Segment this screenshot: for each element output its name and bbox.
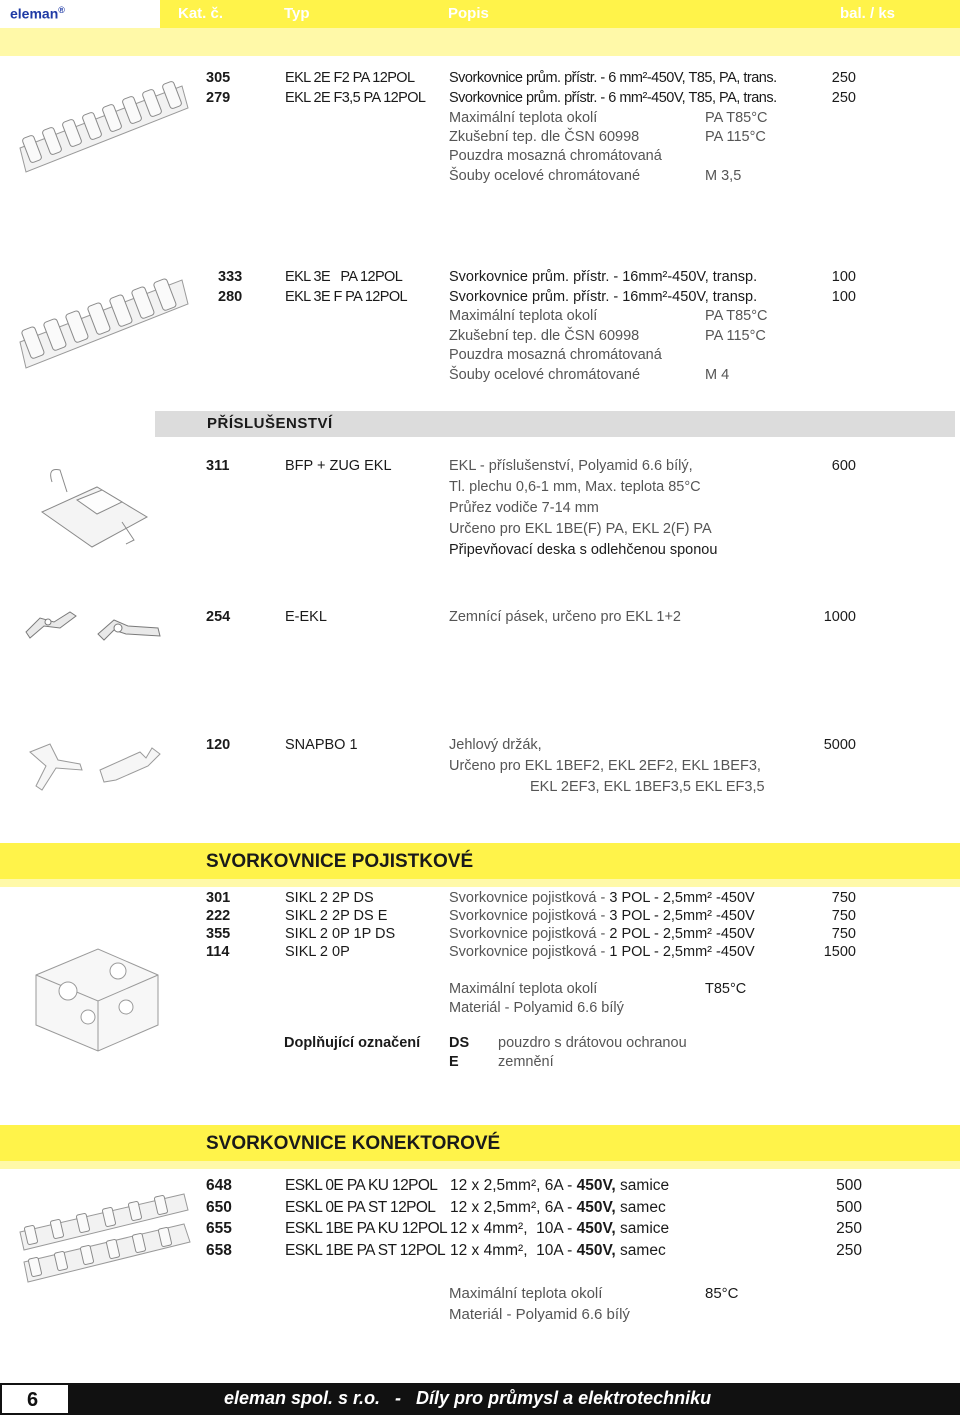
spec-label: Materiál - Polyamid 6.6 bílý [449,1306,630,1323]
product-num: 650 [206,1199,232,1216]
code: DS [449,1035,470,1051]
product-desc: Svorkovnice prům. přístr. - 6 mm²-450V, T85, PA, trans. [449,90,777,106]
spec-value: M 3,5 [705,168,742,184]
product-qty: 750 [831,908,856,924]
product-desc-line: Určeno pro EKL 1BEF2, EKL 2EF2, EKL 1BEF3, [449,758,761,774]
product-num: 311 [206,458,230,474]
section-strip [0,879,960,887]
product-num: 648 [206,1177,232,1194]
product-gender: samice [615,1220,670,1237]
footer-text: eleman spol. s r.o. - Díly pro průmysl a elektrotechniku [224,1388,712,1408]
product-desc-line: Určeno pro EKL 1BE(F) PA, EKL 2(F) PA [449,521,712,537]
product-desc: Svorkovnice pojistková - [449,890,610,906]
product-num: 254 [206,609,231,625]
product-gender: samec [615,1199,666,1216]
section-title-connector [0,1125,960,1161]
product-type: BFP + ZUG EKL [285,458,392,474]
product-num: 658 [206,1242,232,1259]
spec-label: Maximální teplota okolí [449,308,598,324]
product-desc: Svorkovnice pojistková - [449,944,610,960]
product-type: SIKL 2 2P DS [285,890,374,906]
spec-label: Maximální teplota okolí [449,110,598,126]
product-voltage: 450V, [576,1199,616,1216]
product-gender: samec [615,1242,666,1259]
product-pol: 3 POL - 2,5mm² -450V [609,908,755,924]
product-desc-line: EKL 2EF3, EKL 1BEF3,5 EKL EF3,5 [530,779,765,795]
spec-value: PA 115°C [705,328,766,344]
spec-label: Pouzdra mosazná chromátovaná [449,347,662,363]
col-header-type: Typ [284,5,310,22]
product-desc-line: Průřez vodiče 7-14 mm [449,500,599,516]
product-num: 301 [206,890,231,906]
product-type: EKL 2E F2 PA 12POL [285,70,415,86]
product-desc: EKL - příslušenství, Polyamid 6.6 bílý, [449,458,693,474]
product-type: E-EKL [285,609,327,625]
col-header-cat: Kat. č. [178,5,224,22]
product-desc: Svorkovnice prům. přístr. - 16mm²-450V, transp. [449,269,758,285]
product-qty: 250 [831,70,856,86]
product-type: EKL 3E F PA 12POL [285,289,407,305]
terminal-strip-image [12,262,192,382]
code: E [449,1054,459,1070]
product-desc: 12 x 2,5mm², 6A - [450,1177,577,1194]
needle-holder-image [20,730,180,810]
product-desc: Svorkovnice pojistková - [449,908,610,924]
section-strip [0,1161,960,1169]
product-type: EKL 2E F3,5 PA 12POL [285,90,426,106]
extra-label: Doplňující označení [284,1035,421,1051]
footer-bar [0,1383,960,1415]
spec-label: Maximální teplota okolí [449,1285,603,1302]
product-num: 120 [206,737,231,753]
product-type: SIKL 2 0P 1P DS [285,926,396,942]
spec-label: Zkušební tep. dle ČSN 60998 [449,328,640,344]
product-qty: 250 [831,90,856,106]
product-num: 305 [206,70,231,86]
product-desc: Svorkovnice prům. přístr. - 16mm²-450V, transp. [449,289,758,305]
product-desc: 12 x 4mm², 10A - [450,1220,577,1237]
page-number-box [0,1383,70,1415]
fuse-terminal-image [28,935,168,1055]
product-num: 655 [206,1220,232,1237]
grounding-strip-image [18,600,178,660]
spec-label: Šouby ocelové chromátované [449,168,641,184]
code-text: zemnění [498,1054,554,1070]
product-pol: 2 POL - 2,5mm² -450V [609,926,755,942]
product-qty: 1500 [823,944,856,960]
product-num: 280 [218,289,243,305]
product-qty: 100 [831,289,856,305]
product-desc: Svorkovnice pojistková - [449,926,610,942]
product-desc: 12 x 2,5mm², 6A - [450,1199,577,1216]
page-number: 6 [27,1389,39,1411]
spec-label: Materiál - Polyamid 6.6 bílý [449,1000,624,1016]
logo [0,0,160,28]
spec-label: Maximální teplota okolí [449,981,598,997]
product-qty: 750 [831,890,856,906]
product-gender: samice [615,1177,670,1194]
code-text: pouzdro s drátovou ochranou [498,1035,687,1051]
product-desc: 12 x 4mm², 10A - [450,1242,577,1259]
product-num: 114 [206,944,230,960]
product-pol: 1 POL - 2,5mm² -450V [609,944,755,960]
product-type: SIKL 2 0P [285,944,350,960]
section-title-text: PŘÍSLUŠENSTVÍ [207,415,333,432]
product-desc: Jehlový držák, [449,737,542,753]
product-qty: 250 [836,1220,862,1237]
product-type: SIKL 2 2P DS E [285,908,388,924]
logo-text: eleman [10,5,59,22]
col-header-pack: bal. / ks [840,5,896,22]
connector-strip-image [14,1180,194,1300]
terminal-strip-image [12,68,192,188]
product-num: 279 [206,90,231,106]
spec-label: Šouby ocelové chromátované [449,367,641,383]
product-num: 333 [218,269,243,285]
spec-label: Pouzdra mosazná chromátovaná [449,148,662,164]
product-qty: 500 [836,1199,862,1216]
product-num: 355 [206,926,231,942]
product-type: SNAPBO 1 [285,737,358,753]
section-title-text: SVORKOVNICE POJISTKOVÉ [206,851,474,872]
product-qty: 100 [831,269,856,285]
mounting-plate-image [22,462,162,557]
product-voltage: 450V, [576,1220,616,1237]
section-title-text: SVORKOVNICE KONEKTOROVÉ [206,1133,501,1154]
header-strip [0,28,960,56]
product-desc-line: Připevňovací deska s odlehčenou sponou [449,542,718,558]
product-qty: 600 [831,458,856,474]
section-title-accessories [155,411,955,437]
product-pol: 3 POL - 2,5mm² -450V [609,890,755,906]
product-type: ESKL 1BE PA KU 12POL [285,1220,448,1237]
product-desc: Svorkovnice prům. přístr. - 6 mm²-450V, T85, PA, trans. [449,70,777,86]
spec-value: PA T85°C [705,110,768,126]
product-type: ESKL 0E PA ST 12POL [285,1199,436,1216]
product-qty: 750 [831,926,856,942]
spec-label: Zkušební tep. dle ČSN 60998 [449,129,640,145]
product-qty: 1000 [823,609,856,625]
product-desc-line: Tl. plechu 0,6-1 mm, Max. teplota 85°C [449,479,701,495]
product-qty: 5000 [823,737,856,753]
product-num: 222 [206,908,231,924]
product-voltage: 450V, [576,1242,616,1259]
product-desc: Zemnící pásek, určeno pro EKL 1+2 [449,609,681,625]
spec-value: M 4 [705,367,730,383]
spec-value: PA 115°C [705,129,766,145]
product-type: ESKL 1BE PA ST 12POL [285,1242,446,1259]
product-type: ESKL 0E PA KU 12POL [285,1177,438,1194]
spec-value: T85°C [705,981,747,997]
section-title-fuse [0,843,960,879]
spec-value: 85°C [705,1285,739,1302]
product-qty: 250 [836,1242,862,1259]
logo-mark: ® [58,5,65,15]
col-header-desc: Popis [448,5,489,22]
product-qty: 500 [836,1177,862,1194]
product-type: EKL 3E PA 12POL [285,269,403,285]
product-voltage: 450V, [576,1177,616,1194]
header-bar [0,0,960,28]
spec-value: PA T85°C [705,308,768,324]
